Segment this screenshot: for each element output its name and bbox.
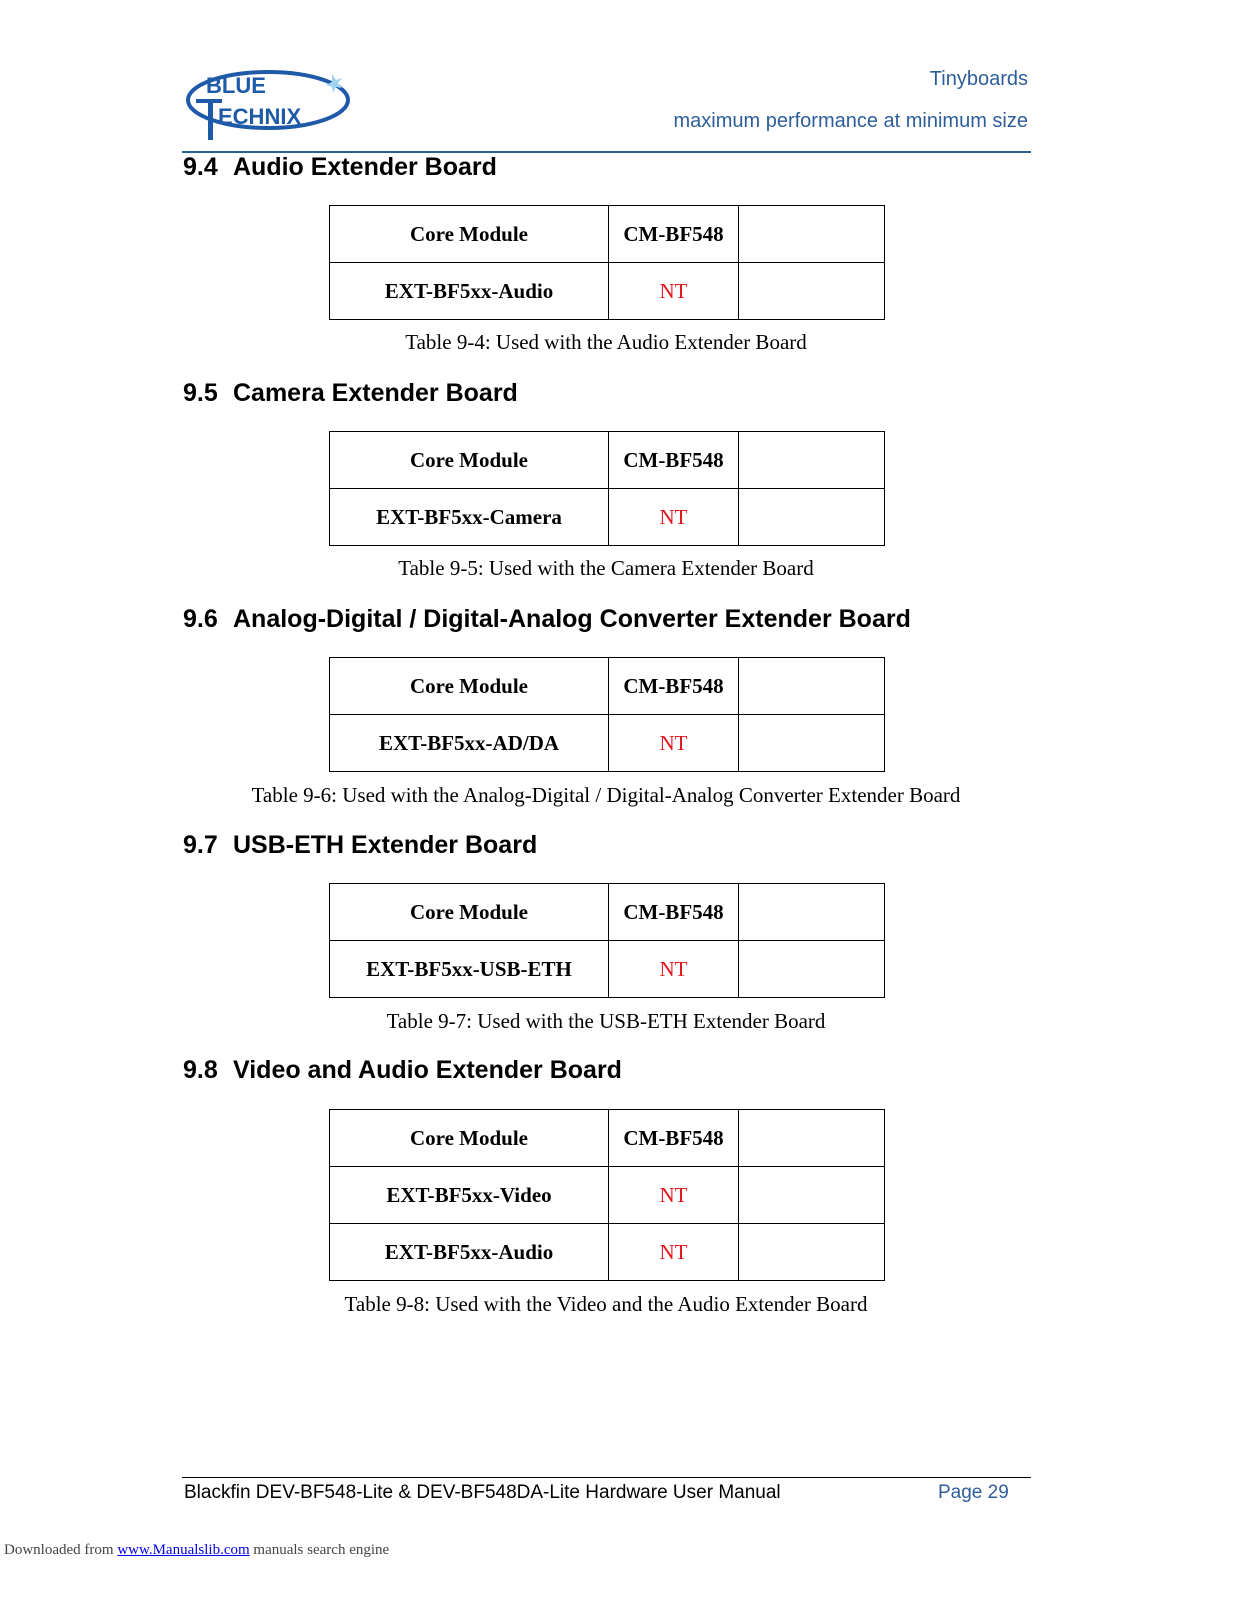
table-cell: EXT-BF5xx-Camera [330,489,609,546]
table-row [330,489,885,546]
compatibility-table [329,431,885,546]
table-header-row [330,432,885,489]
table-cell: Core Module [330,1110,609,1167]
table-cell: EXT-BF5xx-USB-ETH [330,941,609,998]
table-cell [739,1167,885,1224]
download-prefix: Downloaded from [4,1542,118,1558]
blue-technix-logo [182,66,358,146]
download-notice [4,1542,389,1559]
section-heading: 9.7 USB-ETH Extender Board [183,831,538,859]
header-brand: Tinyboards [929,68,1028,90]
compatibility-table [329,1109,885,1281]
status-cell: NT [609,263,739,320]
logo-text-blue: BLUE [206,73,266,98]
compatibility-table [329,205,885,320]
table-cell: CM-BF548 [609,658,739,715]
compatibility-table [329,657,885,772]
table-cell: Core Module [330,884,609,941]
table-cell [739,884,885,941]
table-cell: EXT-BF5xx-Video [330,1167,609,1224]
footer-document-title: Blackfin DEV-BF548-Lite & DEV-BF548DA-Lite Hardware User Manual [184,1482,781,1503]
table-cell: Core Module [330,206,609,263]
table-cell [739,489,885,546]
footer-page-number: Page 29 [938,1482,1009,1503]
table-caption: Table 9-8: Used with the Video and the Audio Extender Board [344,1292,868,1316]
section-heading: 9.5 Camera Extender Board [183,379,518,407]
table-cell [739,263,885,320]
table-header-row [330,206,885,263]
table-caption: Table 9-5: Used with the Camera Extender Board [398,556,814,580]
table-cell [739,941,885,998]
table-header-row [330,1110,885,1167]
section-heading: 9.4 Audio Extender Board [183,153,497,181]
status-cell: NT [609,1167,739,1224]
table-row [330,715,885,772]
table-cell: CM-BF548 [609,884,739,941]
table-cell: EXT-BF5xx-Audio [330,263,609,320]
table-caption: Table 9-4: Used with the Audio Extender Board [405,330,807,354]
table-row [330,1167,885,1224]
section-heading: 9.8 Video and Audio Extender Board [183,1056,622,1084]
download-suffix: manuals search engine [249,1542,390,1558]
table-cell: CM-BF548 [609,432,739,489]
status-cell: NT [609,489,739,546]
table-header-row [330,884,885,941]
table-header-row [330,658,885,715]
status-cell: NT [609,715,739,772]
table-cell [739,715,885,772]
logo-text-echnix: ECHNIX [218,104,302,129]
table-cell: CM-BF548 [609,206,739,263]
footer-divider [182,1477,1031,1478]
table-cell [739,1224,885,1281]
table-row [330,1224,885,1281]
status-cell: NT [609,941,739,998]
table-cell: Core Module [330,432,609,489]
table-cell [739,1110,885,1167]
manualslib-link[interactable]: www.Manualslib.com [117,1542,250,1558]
table-cell [739,432,885,489]
table-cell: CM-BF548 [609,1110,739,1167]
table-row [330,941,885,998]
header-tagline: maximum performance at minimum size [673,110,1028,132]
table-cell [739,206,885,263]
section-heading: 9.6 Analog-Digital / Digital-Analog Converter Extender Board [183,605,911,633]
compatibility-table [329,883,885,998]
table-cell: Core Module [330,658,609,715]
table-caption: Table 9-6: Used with the Analog-Digital / Digital-Analog Converter Extender Board [251,783,961,807]
table-cell: EXT-BF5xx-Audio [330,1224,609,1281]
table-row [330,263,885,320]
status-cell: NT [609,1224,739,1281]
table-cell: EXT-BF5xx-AD/DA [330,715,609,772]
table-cell [739,658,885,715]
table-caption: Table 9-7: Used with the USB-ETH Extender Board [386,1009,826,1033]
